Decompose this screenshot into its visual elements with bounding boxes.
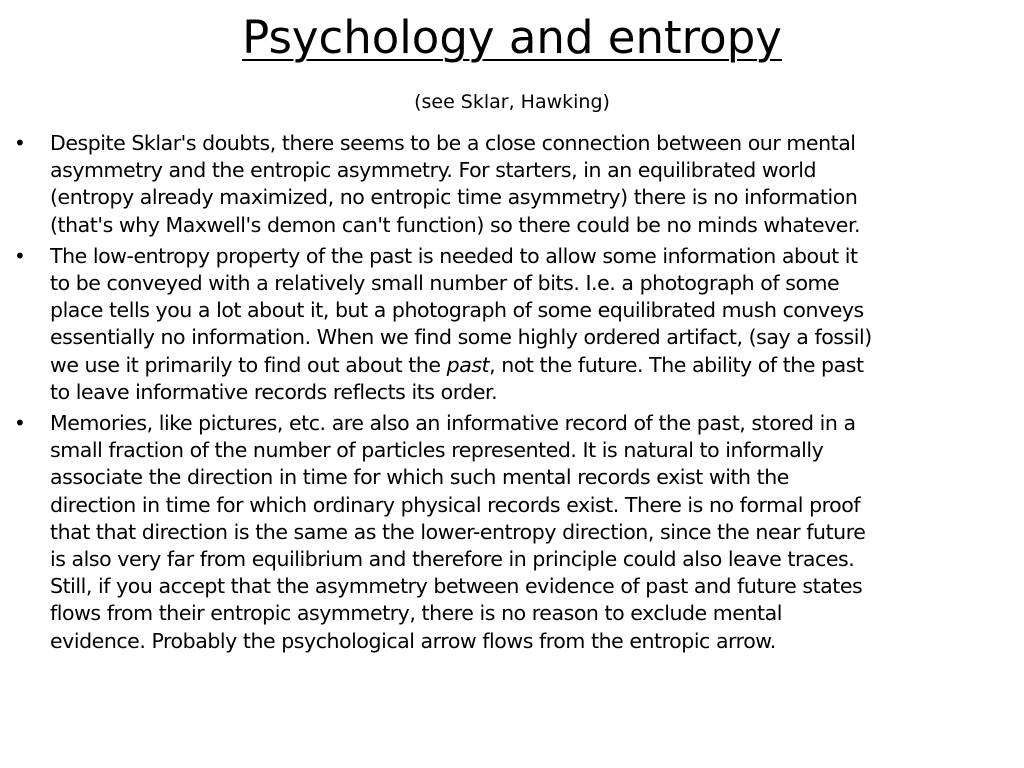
slide-subtitle: (see Sklar, Hawking) — [414, 91, 610, 113]
slide-title: Psychology and entropy — [242, 11, 782, 64]
bullet-text-line: that that direction is the same as the lower-entropy direction, since the near future — [50, 519, 866, 544]
text-run: , not the future. The ability of the past — [489, 352, 864, 377]
bullet-marker: • — [14, 131, 26, 155]
bullet-text-line: associate the direction in time for which such mental records exist with the — [50, 465, 789, 490]
bullet-text-line: (entropy already maximized, no entropic time asymmetry) there is no information — [50, 185, 858, 210]
bullet-text-line: (that's why Maxwell's demon can't function) so there could be no minds whatever. — [50, 212, 861, 237]
bullet-text-line: essentially no information. When we find some highly ordered artifact, (say a fossil) — [50, 325, 872, 350]
bullet-item — [14, 243, 1014, 406]
emphasized-word: past — [446, 352, 490, 377]
bullet-text-line: evidence. Probably the psychological arrow flows from the entropic arrow. — [50, 628, 776, 653]
bullet-item — [14, 410, 1014, 655]
bullet-text-line: is also very far from equilibrium and therefore in principle could also leave traces. — [50, 547, 855, 572]
bullet-text-line: place tells you a lot about it, but a photograph of some equilibrated mush conveys — [50, 298, 864, 323]
bullet-marker: • — [14, 411, 26, 436]
bullet-text-line: to be conveyed with a relatively small number of bits. I.e. a photograph of some — [50, 271, 840, 296]
bullet-text-line: direction in time for which ordinary physical records exist. There is no formal proof — [50, 492, 861, 517]
bullet-text-line: Still, if you accept that the asymmetry between evidence of past and future states — [50, 574, 863, 599]
bullet-text-line: Despite Sklar's doubts, there seems to be a close connection between our mental — [50, 131, 856, 155]
text-run: we use it primarily to find out about the — [50, 352, 447, 377]
bullet-marker: • — [14, 243, 26, 268]
bullet-text-line: flows from their entropic asymmetry, there is no reason to exclude mental — [50, 601, 782, 626]
bullet-text-line — [50, 352, 1014, 379]
bullet-text-line: to leave informative records reflects its order. — [50, 379, 498, 404]
bullet-text-line: small fraction of the number of particles represented. It is natural to informally — [50, 438, 824, 463]
bullet-text-line: The low-entropy property of the past is needed to allow some information about it — [50, 243, 858, 268]
bullet-text-line: Memories, like pictures, etc. are also an informative record of the past, stored in a — [50, 411, 856, 436]
bullet-text-line: asymmetry and the entropic asymmetry. For starters, in an equilibrated world — [50, 158, 817, 183]
bullet-list — [14, 130, 1014, 659]
bullet-item — [14, 130, 1014, 239]
